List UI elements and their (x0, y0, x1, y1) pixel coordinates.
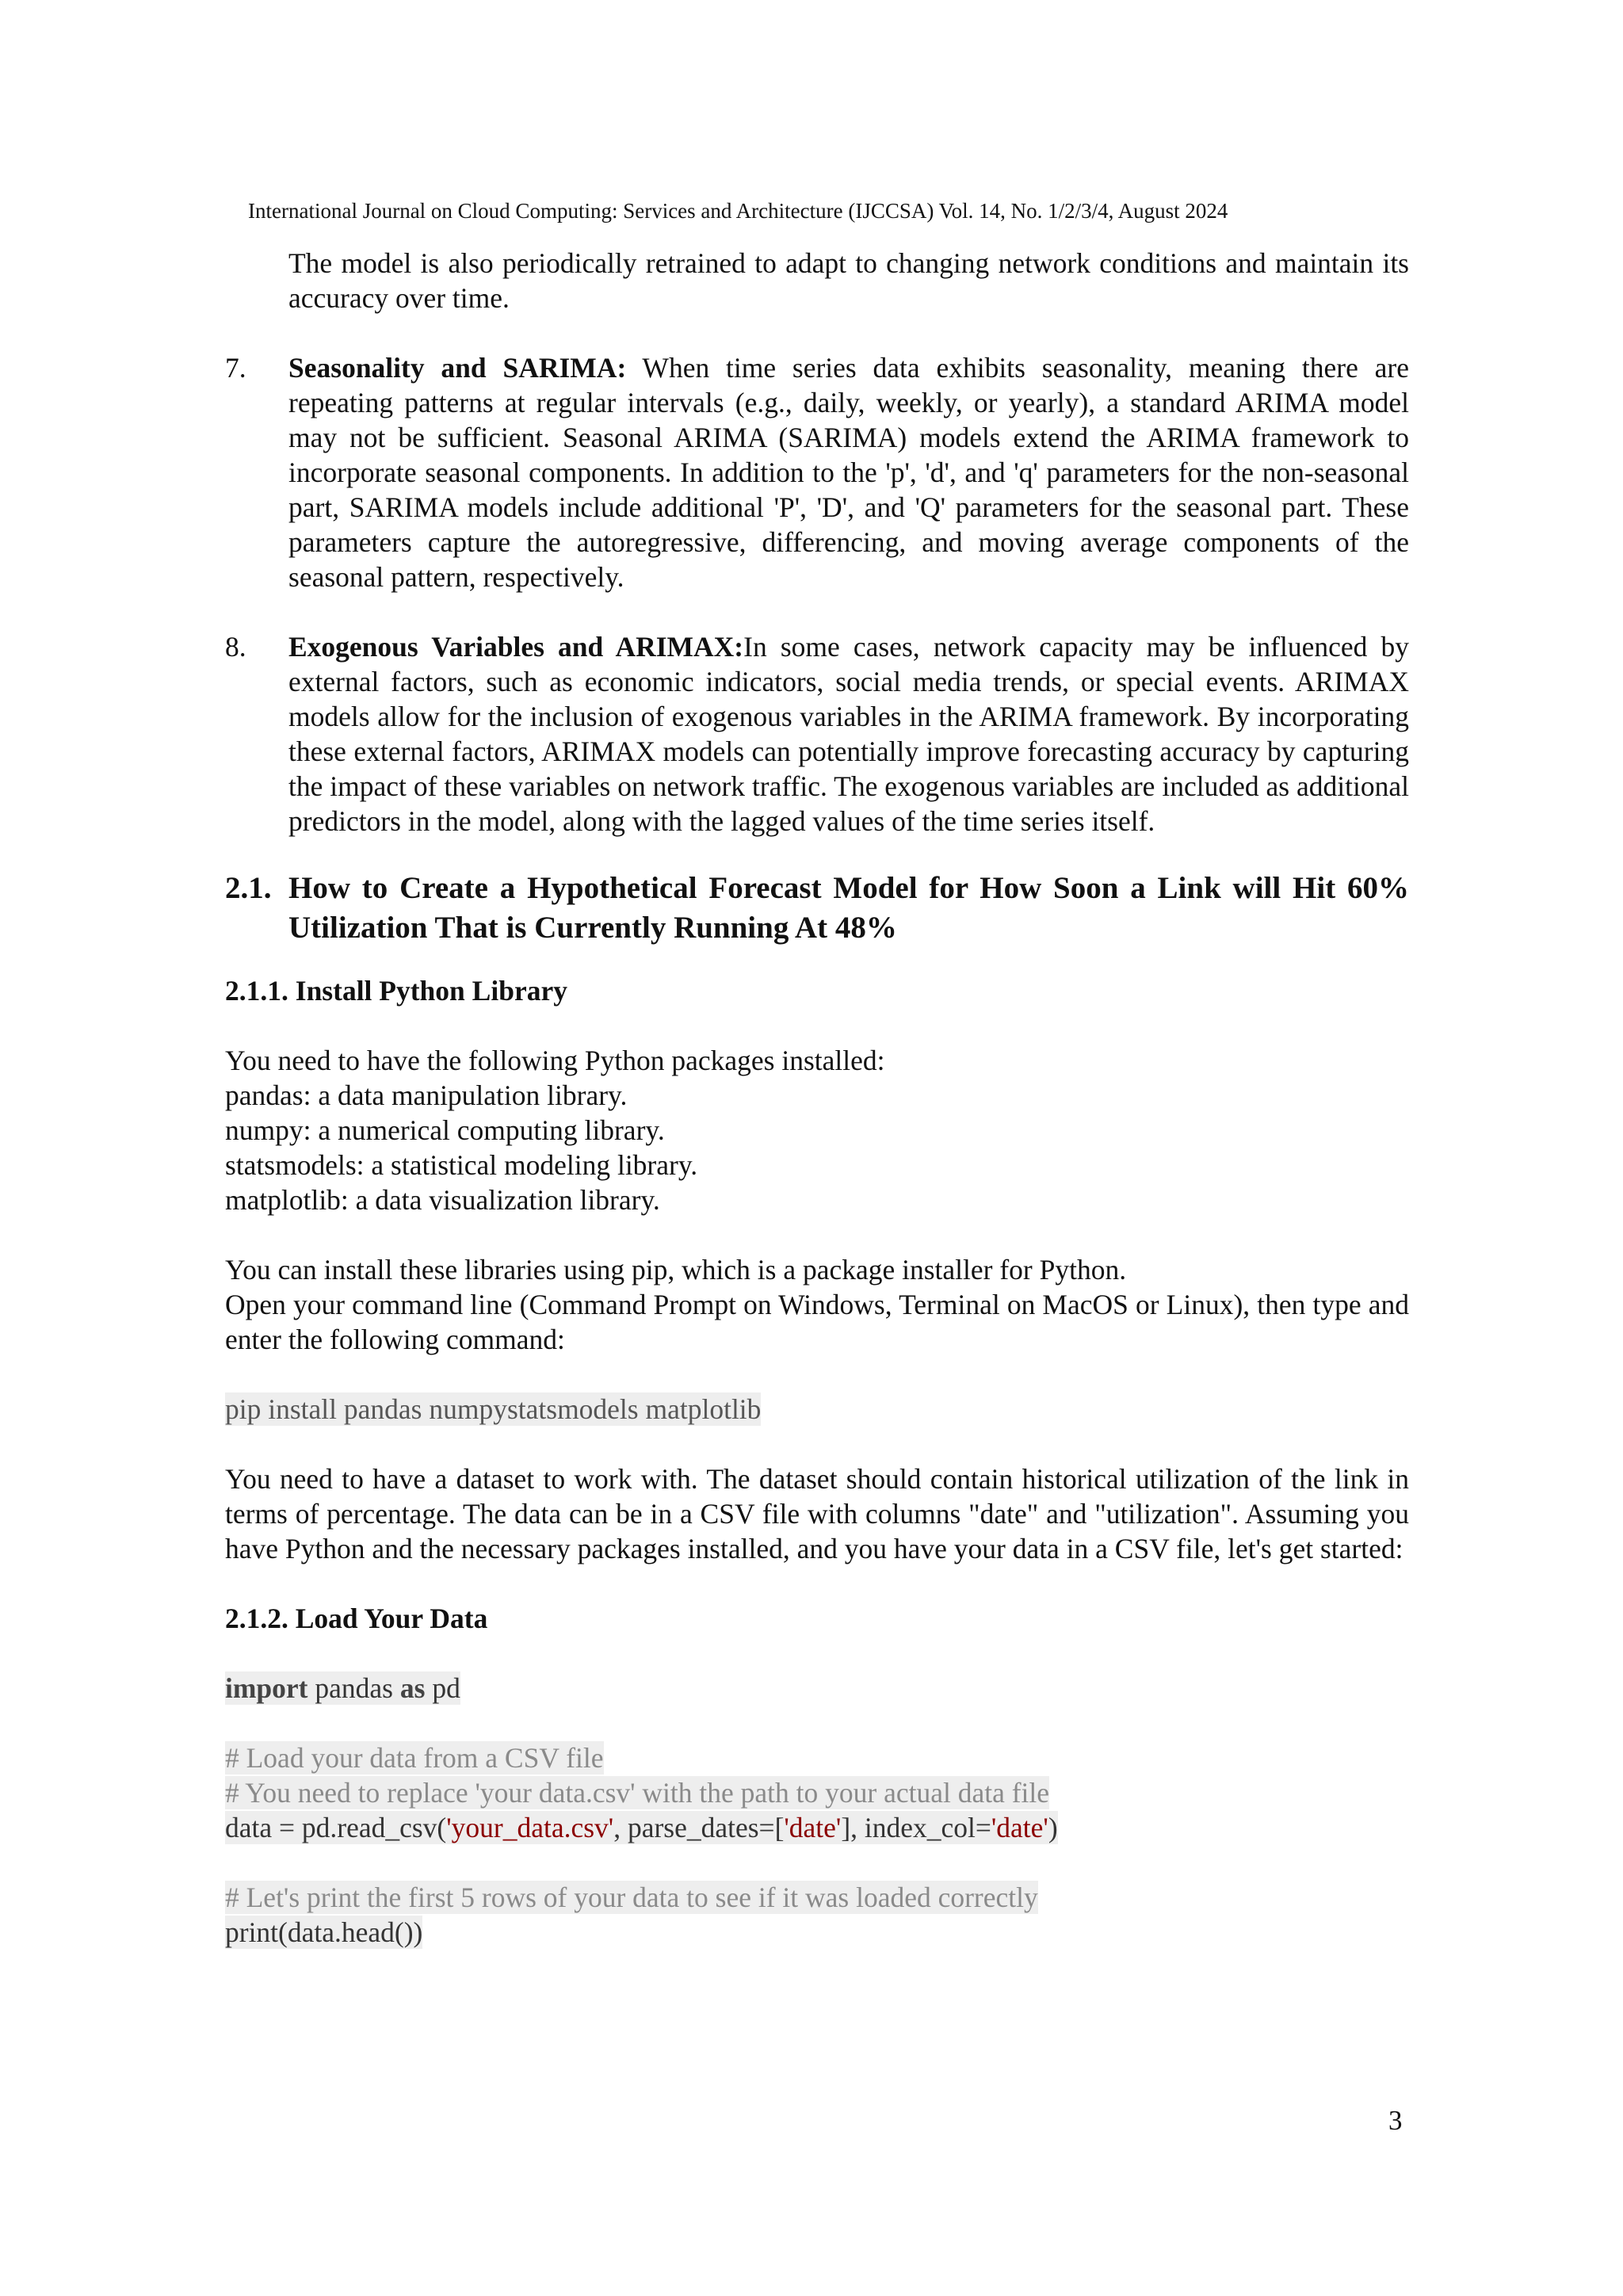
package-line: matplotlib: a data visualization library. (225, 1184, 660, 1216)
list-number: 8. (225, 631, 246, 663)
packages-intro: You need to have the following Python packages installed: (225, 1045, 885, 1076)
code-text: pandas (307, 1672, 400, 1704)
subsection-heading-install: 2.1.1. Install Python Library (225, 975, 567, 1007)
list-item-8 (225, 629, 1409, 839)
pip-command-block (225, 1392, 1409, 1427)
list-item-body: When time series data exhibits seasonality, meaning there are repeating patterns at regular intervals (e.g., daily, weekly, or yearly), a standard ARIMA model may not be sufficient. Seasonal ARIMA (SARIMA) models extend the ARIMA framework to incorporate seasonal components. In addition to the 'p', 'd', and 'q' parameters for the non-seasonal part, SARIMA models include additional 'P', 'D', and 'Q' parameters for the seasonal part. These parameters capture the autoregressive, differencing, and moving average components of the seasonal pattern, respectively. (288, 352, 1409, 593)
read-code-block (225, 1740, 1409, 1845)
subsection-heading-load: 2.1.2. Load Your Data (225, 1603, 488, 1634)
list-item-7 (225, 350, 1409, 594)
install-line: You can install these libraries using pip, which is a package installer for Python. (225, 1254, 1127, 1286)
code-string: 'date' (784, 1812, 842, 1843)
list-item-title: Seasonality and SARIMA: (288, 352, 627, 384)
code-comment: # Let's print the first 5 rows of your data to see if it was loaded correctly (225, 1881, 1038, 1913)
print-line: print(data.head()) (225, 1916, 423, 1948)
pip-command: pip install pandas numpystatsmodels matplotlib (225, 1393, 762, 1425)
section-number: 2.1. (225, 871, 272, 905)
import-line (225, 1671, 460, 1705)
code-text: pd (425, 1672, 460, 1704)
page-body (225, 246, 1409, 1985)
packages-paragraph (225, 1043, 1409, 1217)
code-text: ], index_col= (841, 1812, 991, 1843)
install-paragraph (225, 1252, 1409, 1357)
code-comment: # Load your data from a CSV file (225, 1742, 604, 1774)
read-csv-line (225, 1811, 1058, 1844)
list-item-title: Exogenous Variables and ARIMAX: (288, 631, 744, 663)
code-string: 'date' (991, 1812, 1048, 1843)
page-number: 3 (1388, 2105, 1403, 2136)
code-string: 'your_data.csv' (446, 1812, 614, 1843)
package-line: numpy: a numerical computing library. (225, 1114, 665, 1146)
section-heading (225, 869, 1409, 948)
code-comment: # You need to replace 'your data.csv' with the path to your actual data file (225, 1777, 1050, 1809)
continuation-paragraph: The model is also periodically retrained to adapt to changing network conditions and maintain its accuracy over time. (288, 247, 1409, 314)
package-line: pandas: a data manipulation library. (225, 1079, 628, 1111)
running-header: International Journal on Cloud Computing: Services and Architecture (IJCCSA) Vol. 14, No. 1/2/3/4, August 2024 (248, 199, 1228, 223)
list-text (288, 629, 1409, 839)
import-code-block (225, 1671, 1409, 1706)
code-text: , parse_dates=[ (613, 1812, 785, 1843)
list-item-body: In some cases, network capacity may be influenced by external factors, such as economic indicators, social media trends, or special events. ARIMAX models allow for the inclusion of exogenous variables in the ARIMA framework. By incorporating these external factors, ARIMAX models can potentially improve forecasting accuracy by capturing the impact of these variables on network traffic. The exogenous variables are included as additional predictors in the model, along with the lagged values of the time series itself. (288, 631, 1409, 837)
code-text: ) (1048, 1812, 1058, 1843)
section-title: How to Create a Hypothetical Forecast Model for How Soon a Link will Hit 60% Utilization That is Currently Running At 48% (288, 871, 1409, 945)
code-keyword: as (399, 1672, 426, 1704)
list-text (288, 350, 1409, 594)
code-text: data = pd.read_csv( (225, 1812, 447, 1843)
package-line: statsmodels: a statistical modeling library. (225, 1149, 698, 1181)
install-line: Open your command line (Command Prompt on Windows, Terminal on MacOS or Linux), then type and enter the following command: (225, 1289, 1409, 1355)
dataset-paragraph: You need to have a dataset to work with. The dataset should contain historical utilization of the link in terms of percentage. The data can be in a CSV file with columns "date" and "utilization". Assuming you have Python and the necessary packages installed, and you have your data in a CSV file, let's get started: (225, 1463, 1409, 1564)
print-code-block (225, 1880, 1409, 1950)
list-number: 7. (225, 352, 246, 384)
code-keyword: import (225, 1672, 308, 1704)
